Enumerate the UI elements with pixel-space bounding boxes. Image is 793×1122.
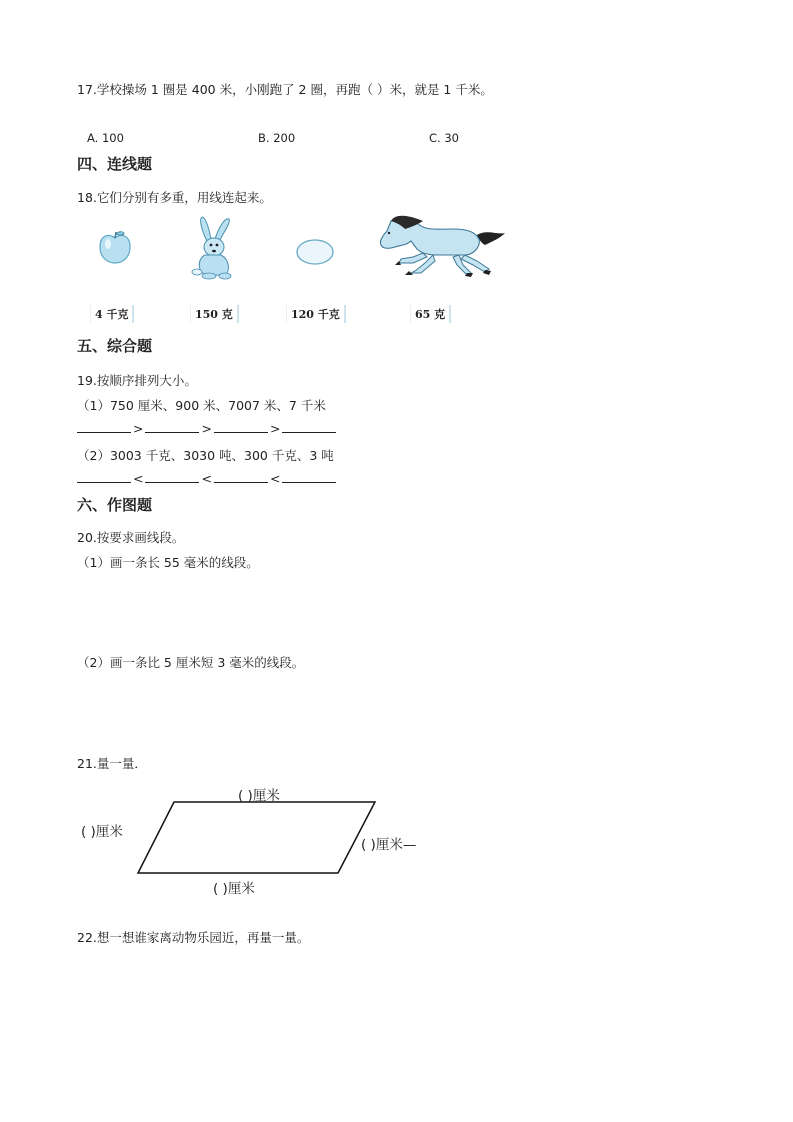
weight-label-1: 4 千克 [90, 305, 134, 323]
top-side-label: ( )厘米 [238, 788, 280, 804]
option-c: C. 30 [429, 131, 459, 145]
question-21: 21.量一量． [77, 756, 147, 771]
answer-blank[interactable] [77, 470, 131, 483]
answer-blank[interactable] [214, 470, 268, 483]
rabbit-icon [185, 215, 240, 280]
greater-than-symbol: > [133, 421, 144, 436]
less-than-symbol: < [201, 471, 212, 486]
left-side-label: ( )厘米 [81, 824, 123, 840]
question-19-part-1: （1）750 厘米、900 米、7007 米、7 千米 [77, 398, 326, 413]
parallelogram-figure [130, 795, 390, 880]
question-19: 19.按顺序排列大小。 [77, 373, 197, 388]
weight-label-2: 150 克 [190, 305, 239, 323]
answer-blank[interactable] [77, 420, 131, 433]
question-20-part-1: （1）画一条长 55 毫米的线段。 [77, 555, 259, 570]
horse-icon [365, 215, 507, 277]
less-than-symbol: < [269, 471, 281, 486]
answer-blank[interactable] [145, 420, 199, 433]
question-19-part-2: （2）3003 千克、3030 吨、300 千克、3 吨 [77, 448, 334, 463]
egg-icon [294, 237, 336, 267]
question-22: 22.想一想谁家离动物乐园近，再量一量。 [77, 930, 310, 945]
question-18: 18.它们分别有多重，用线连起来。 [77, 190, 272, 205]
right-side-label: ( )厘米— [361, 837, 417, 853]
section-heading-6: 六、作图题 [77, 496, 153, 514]
option-b: B. 200 [258, 131, 296, 145]
question-17: 17.学校操场 1 圈是 400 米，小刚跑了 2 圈，再跑（ ）米，就是 1 千米。 [77, 82, 493, 97]
answer-blank[interactable] [282, 470, 336, 483]
answer-blank[interactable] [282, 420, 336, 433]
option-a: A. 100 [87, 131, 124, 145]
weight-label-4: 65 克 [410, 305, 451, 323]
section-heading-4: 四、连线题 [77, 155, 153, 173]
less-than-symbol: < [133, 471, 144, 486]
answer-row-2 [77, 470, 336, 486]
answer-blank[interactable] [214, 420, 268, 433]
section-heading-5: 五、综合题 [77, 337, 153, 355]
bottom-side-label: ( )厘米 [213, 881, 255, 897]
answer-blank[interactable] [145, 470, 199, 483]
answer-row-1 [77, 420, 336, 436]
weight-label-3: 120 千克 [286, 305, 346, 323]
question-20: 20.按要求画线段。 [77, 530, 185, 545]
greater-than-symbol: > [269, 421, 281, 436]
question-20-part-2: （2）画一条比 5 厘米短 3 毫米的线段。 [77, 655, 305, 670]
apple-icon [97, 229, 133, 269]
greater-than-symbol: > [201, 421, 212, 436]
